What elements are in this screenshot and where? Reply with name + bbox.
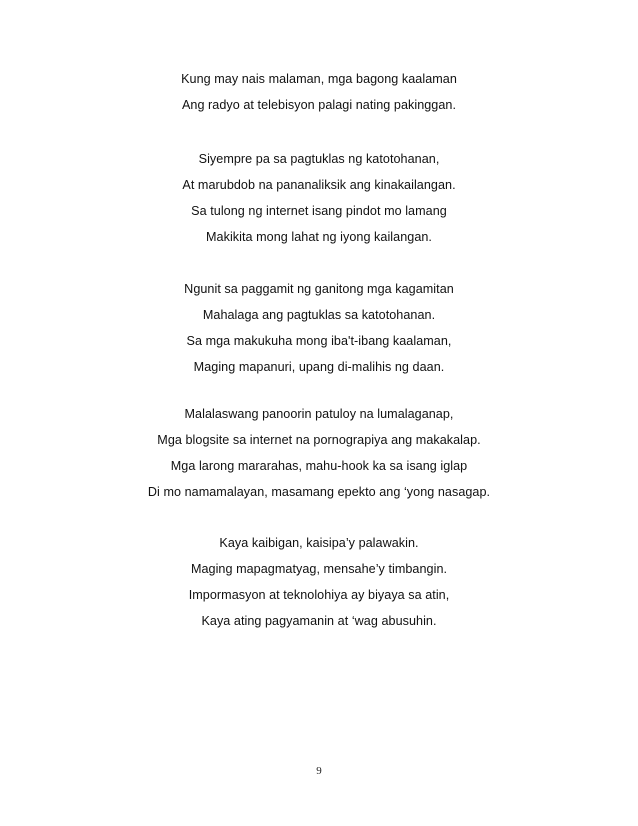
poem-line: Mga blogsite sa internet na pornograpiya ang makakalap. [157, 433, 481, 447]
poem-stanza-3 [0, 276, 638, 380]
poem-stanza-4 [0, 401, 638, 505]
poem-stanza-1 [0, 66, 638, 118]
poem-stanza-2 [0, 146, 638, 250]
poem-line: Kaya ating pagyamanin at ‘wag abusuhin. [201, 614, 437, 628]
poem-line: Malalaswang panoorin patuloy na lumalaganap, [184, 407, 454, 421]
poem-line: Impormasyon at teknolohiya ay biyaya sa atin, [188, 588, 450, 602]
poem-line: Siyempre pa sa pagtuklas ng katotohanan, [198, 152, 440, 166]
poem-line: Maging mapagmatyag, mensahe’y timbangin. [190, 562, 448, 576]
poem-line: Ngunit sa paggamit ng ganitong mga kagamitan [184, 282, 454, 296]
poem-line: Kaya kaibigan, kaisipa’y palawakin. [219, 536, 419, 550]
poem-line: Maging mapanuri, upang di-malihis ng daan. [193, 360, 445, 374]
poem-line: Kung may nais malaman, mga bagong kaalaman [181, 72, 457, 86]
page-number: 9 [316, 765, 322, 777]
poem-line: Mahalaga ang pagtuklas sa katotohanan. [202, 308, 436, 322]
poem-line: Sa tulong ng internet isang pindot mo lamang [191, 204, 447, 218]
poem-line: Di mo namamalayan, masamang epekto ang ‘yong nasagap. [147, 485, 491, 499]
poem-line: Ang radyo at telebisyon palagi nating pakinggan. [181, 98, 457, 112]
poem-line: Sa mga makukuha mong iba't-ibang kaalaman, [186, 334, 452, 348]
poem-stanza-5 [0, 530, 638, 634]
poem-line: At marubdob na pananaliksik ang kinakailangan. [182, 178, 456, 192]
poem-line: Makikita mong lahat ng iyong kailangan. [206, 230, 432, 244]
poem-line: Mga larong mararahas, mahu-hook ka sa isang iglap [170, 459, 468, 473]
